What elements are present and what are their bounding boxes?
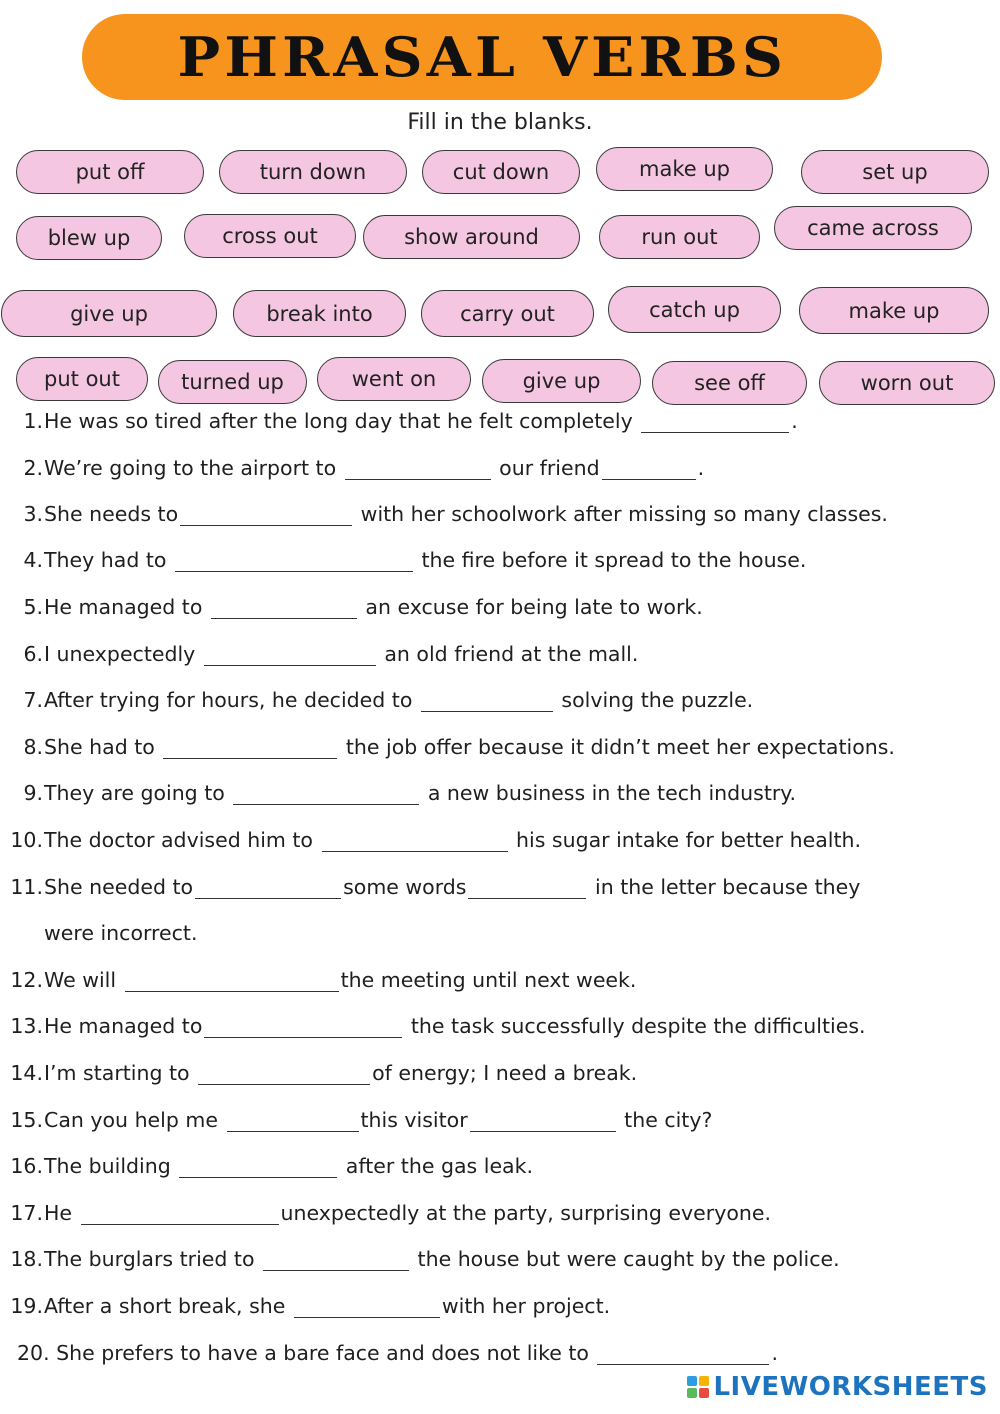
question-text: He managed to an excuse for being late to work. — [44, 595, 703, 619]
answer-blank[interactable] — [233, 785, 419, 805]
answer-blank[interactable] — [602, 460, 696, 480]
question-text: 20. She prefers to have a bare face and does not like to . — [17, 1341, 778, 1365]
question-text: They are going to a new business in the tech industry. — [44, 781, 797, 805]
answer-blank[interactable] — [125, 972, 339, 992]
question-row — [0, 1294, 1000, 1334]
question-number: 16. — [10, 1154, 43, 1178]
question-row — [0, 1108, 1000, 1148]
liveworksheets-logo-icon — [687, 1376, 709, 1398]
question-text: She needed to some words in the letter because they — [44, 875, 861, 899]
answer-blank[interactable] — [322, 832, 508, 852]
question-number: 1. — [23, 409, 43, 433]
word-chip[interactable]: give up — [1, 290, 217, 337]
question-row — [0, 968, 1000, 1008]
question-text: After trying for hours, he decided to solving the puzzle. — [44, 688, 754, 712]
question-number: 12. — [10, 968, 43, 992]
question-number: 17. — [10, 1201, 43, 1225]
question-row — [0, 1154, 1000, 1194]
question-text: The building after the gas leak. — [44, 1154, 534, 1178]
question-row — [0, 688, 1000, 728]
word-chip[interactable]: make up — [799, 287, 989, 334]
question-text: She had to the job offer because it didn’t meet her expectations. — [44, 735, 895, 759]
word-chip[interactable]: catch up — [608, 286, 781, 333]
question-row — [0, 1061, 1000, 1101]
word-chip[interactable]: see off — [652, 361, 807, 405]
liveworksheets-brand — [687, 1372, 988, 1402]
answer-blank[interactable] — [211, 599, 357, 619]
question-row — [0, 828, 1000, 868]
question-text: He managed to the task successfully despite the difficulties. — [44, 1014, 866, 1038]
answer-blank[interactable] — [81, 1205, 279, 1225]
question-number: 18. — [10, 1247, 43, 1271]
question-number: 4. — [23, 548, 43, 572]
word-chip[interactable]: make up — [596, 147, 773, 191]
answer-blank[interactable] — [421, 692, 553, 712]
question-text: We will the meeting until next week. — [44, 968, 637, 992]
word-chip[interactable]: show around — [363, 215, 580, 259]
question-text: Can you help me this visitor the city? — [44, 1108, 713, 1132]
question-row — [0, 921, 1000, 961]
question-text: We’re going to the airport to our friend . — [44, 456, 705, 480]
question-text: They had to the fire before it spread to the house. — [44, 548, 807, 572]
word-chip[interactable]: break into — [233, 290, 406, 337]
word-chip[interactable]: turn down — [219, 150, 407, 194]
word-chip[interactable]: cut down — [422, 150, 580, 194]
question-number: 14. — [10, 1061, 43, 1085]
question-row — [0, 735, 1000, 775]
answer-blank[interactable] — [294, 1298, 440, 1318]
question-number: 10. — [10, 828, 43, 852]
answer-blank[interactable] — [179, 1158, 337, 1178]
answer-blank[interactable] — [180, 506, 352, 526]
question-number: 19. — [10, 1294, 43, 1318]
question-number: 7. — [23, 688, 43, 712]
question-text: He unexpectedly at the party, surprising everyone. — [44, 1201, 772, 1225]
word-chip[interactable]: blew up — [16, 216, 162, 260]
question-text: The doctor advised him to his sugar intake for better health. — [44, 828, 862, 852]
question-number: 3. — [23, 502, 43, 526]
answer-blank[interactable] — [195, 879, 341, 899]
question-number: 15. — [10, 1108, 43, 1132]
answer-blank[interactable] — [468, 879, 586, 899]
title-banner — [82, 14, 882, 100]
question-row — [0, 642, 1000, 682]
word-chip[interactable]: cross out — [184, 214, 356, 258]
question-text: She needs to with her schoolwork after missing so many classes. — [44, 502, 888, 526]
question-row — [0, 502, 1000, 542]
question-text: I unexpectedly an old friend at the mall. — [44, 642, 639, 666]
answer-blank[interactable] — [204, 1018, 402, 1038]
answer-blank[interactable] — [641, 413, 789, 433]
answer-blank[interactable] — [198, 1065, 370, 1085]
answer-blank[interactable] — [227, 1112, 359, 1132]
question-row — [0, 409, 1000, 449]
question-row — [0, 456, 1000, 496]
question-text: He was so tired after the long day that he felt completely . — [44, 409, 798, 433]
word-chip[interactable]: put out — [16, 357, 148, 401]
question-number: 6. — [23, 642, 43, 666]
question-row — [0, 595, 1000, 635]
question-text: The burglars tried to the house but were caught by the police. — [44, 1247, 840, 1271]
question-number: 13. — [10, 1014, 43, 1038]
question-number: 9. — [23, 781, 43, 805]
question-row — [0, 1201, 1000, 1241]
question-row — [0, 1014, 1000, 1054]
answer-blank[interactable] — [204, 646, 376, 666]
question-row — [0, 1247, 1000, 1287]
question-number: 5. — [23, 595, 43, 619]
brand-name: LIVEWORKSHEETS — [713, 1372, 988, 1402]
instruction-text: Fill in the blanks. — [407, 110, 593, 135]
question-text: After a short break, she with her project. — [44, 1294, 611, 1318]
word-chip[interactable]: set up — [801, 150, 989, 194]
question-number: 8. — [23, 735, 43, 759]
word-chip[interactable]: run out — [599, 215, 760, 259]
page-title: PHRASAL VERBS — [177, 25, 787, 89]
word-chip[interactable]: give up — [482, 359, 641, 403]
answer-blank[interactable] — [263, 1251, 409, 1271]
word-chip[interactable]: carry out — [421, 290, 594, 337]
question-row — [0, 781, 1000, 821]
answer-blank[interactable] — [597, 1345, 769, 1365]
question-row — [0, 548, 1000, 588]
question-text: were incorrect. — [44, 921, 198, 945]
question-number: 2. — [23, 456, 43, 480]
word-chip[interactable]: turned up — [158, 360, 307, 404]
answer-blank[interactable] — [470, 1112, 616, 1132]
word-chip[interactable]: went on — [317, 357, 471, 401]
word-chip[interactable]: came across — [774, 206, 972, 250]
answer-blank[interactable] — [163, 739, 337, 759]
word-chip[interactable]: put off — [16, 150, 204, 194]
question-row — [0, 875, 1000, 915]
answer-blank[interactable] — [175, 552, 413, 572]
question-text: I’m starting to of energy; I need a break. — [44, 1061, 638, 1085]
word-chip[interactable]: worn out — [819, 361, 995, 405]
answer-blank[interactable] — [345, 460, 491, 480]
question-number: 11. — [10, 875, 43, 899]
